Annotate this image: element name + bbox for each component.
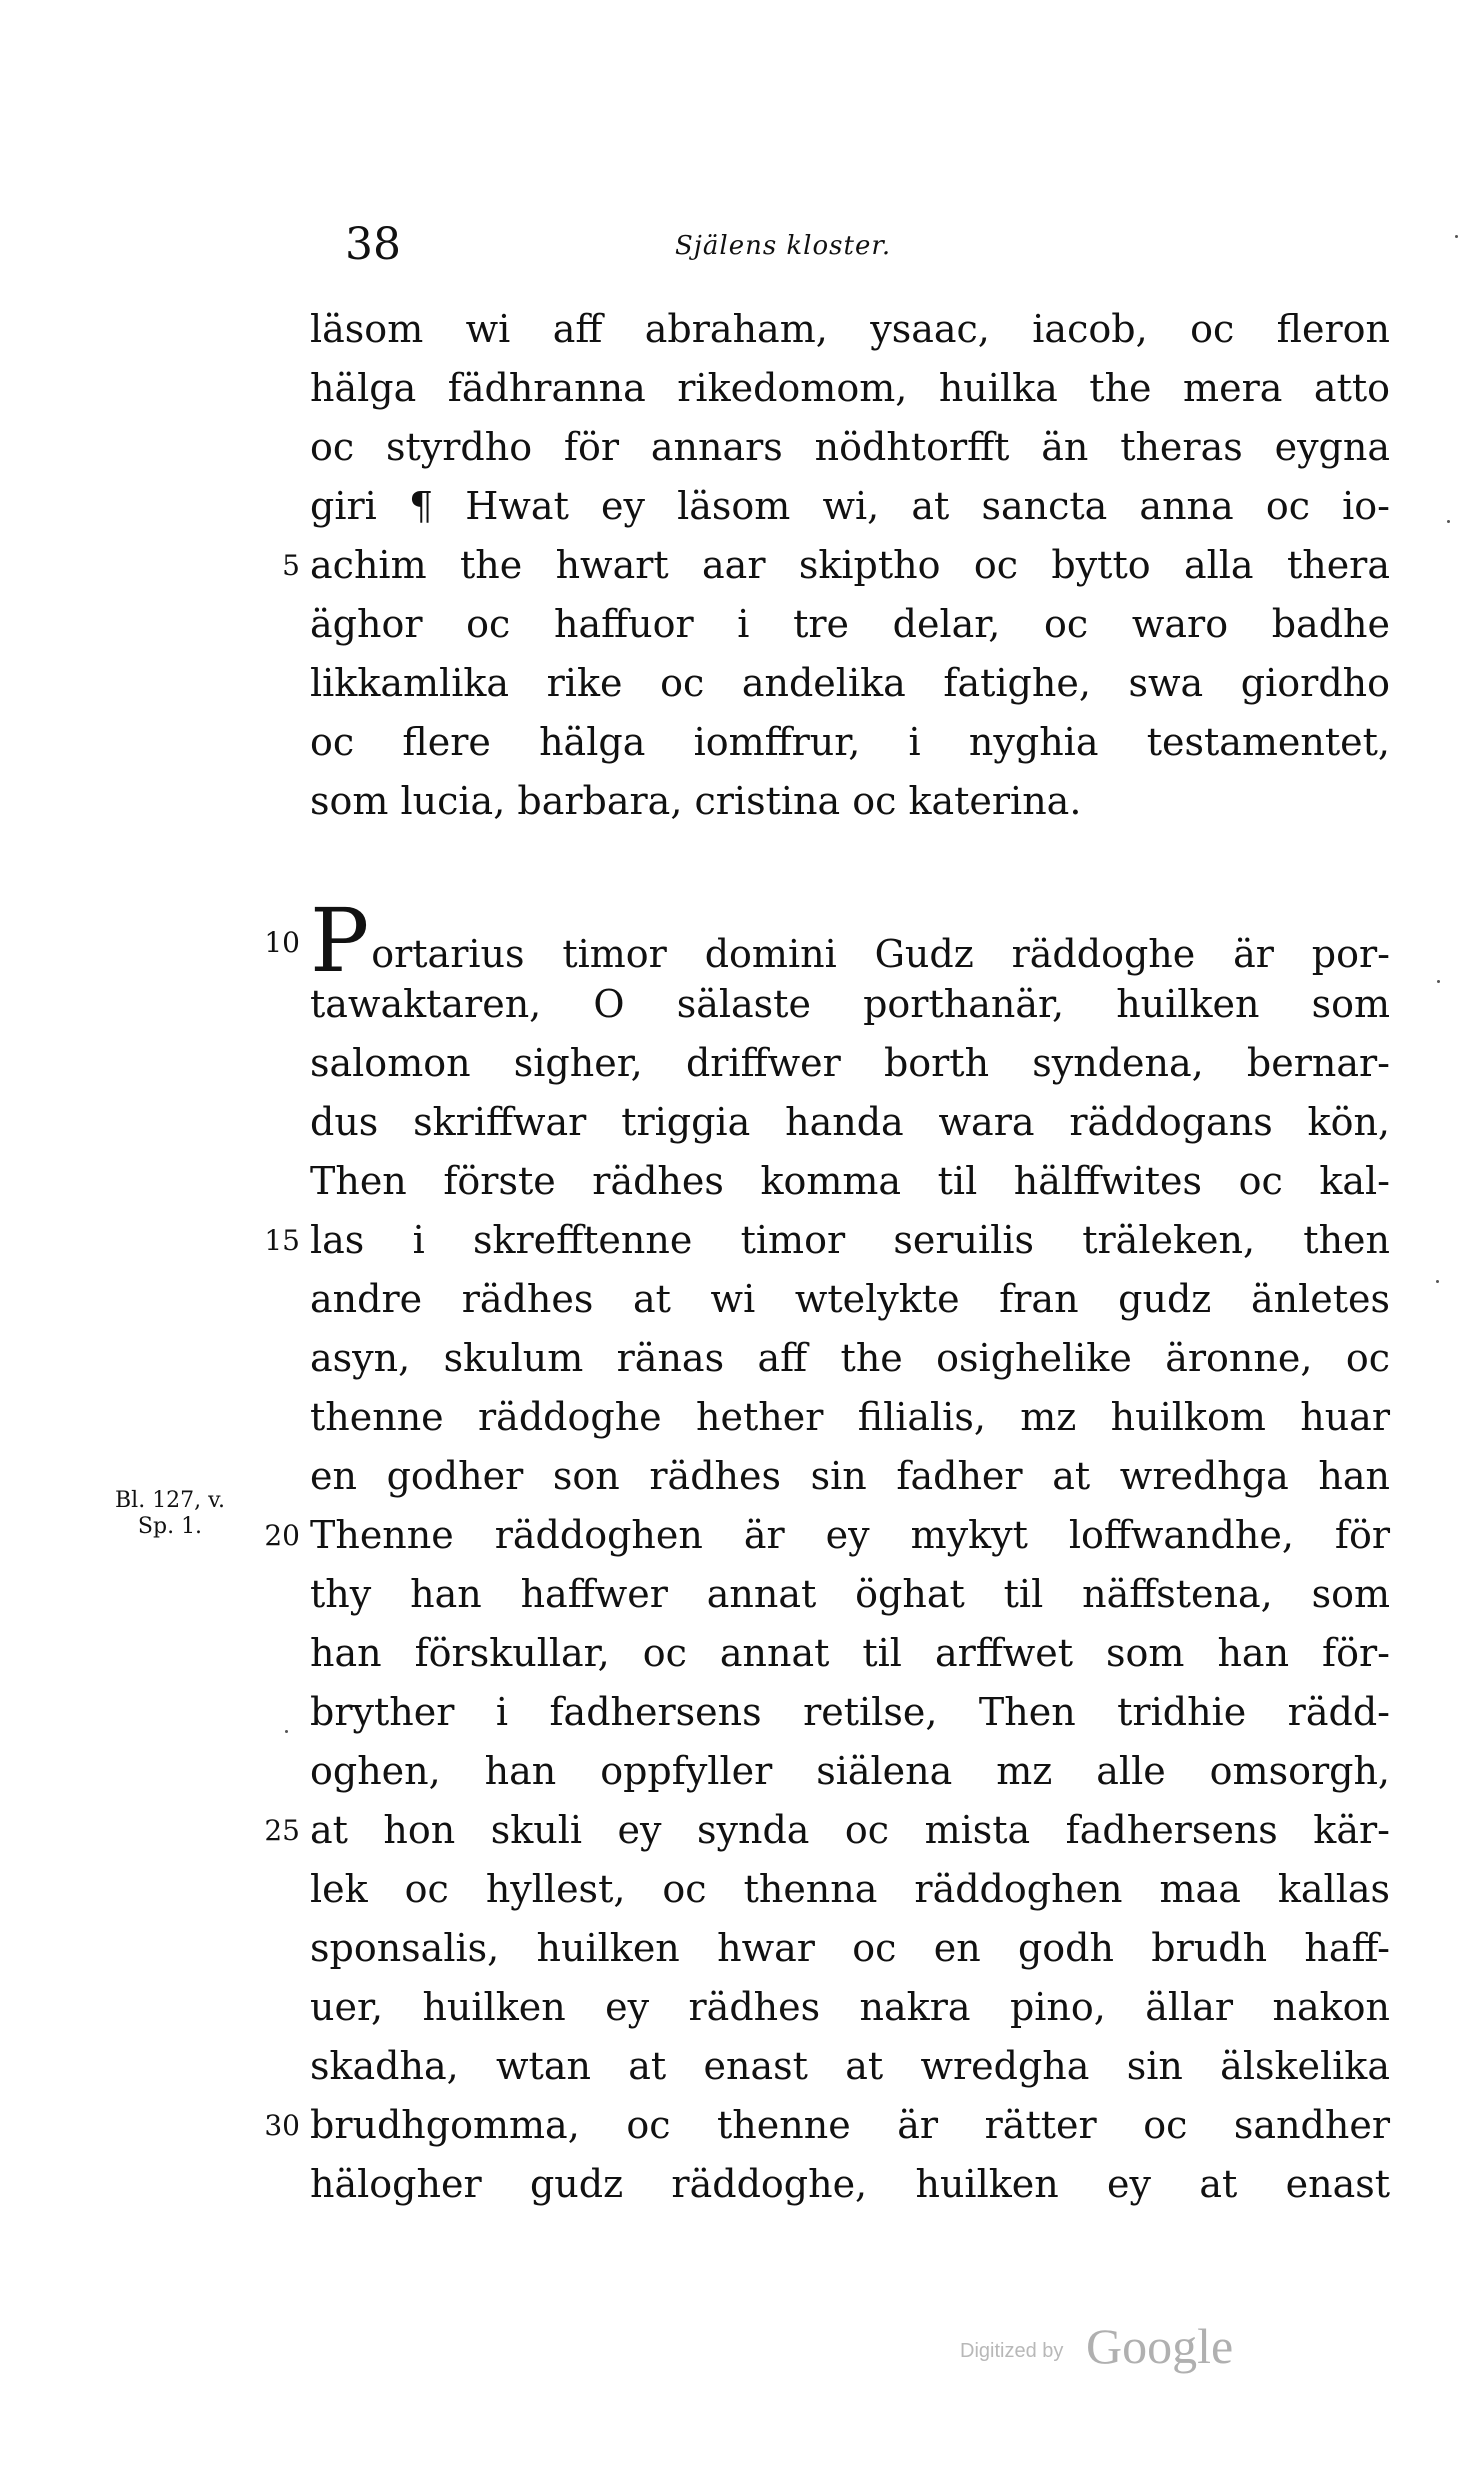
margin-reference-folio: Bl. 127, v. — [115, 1488, 225, 1513]
text-line: giri ¶ Hwat ey läsom wi, at sancta anna oc io- — [310, 484, 1390, 528]
print-speck — [1455, 235, 1458, 238]
google-logo: Google — [1086, 2318, 1234, 2374]
text-line: uer, huilken ey rädhes nakra pino, ällar nakon — [310, 1985, 1390, 2029]
text-line: thy han haffwer annat öghat til näffstena, som — [310, 1572, 1390, 1616]
text-line: oc styrdho för annars nödhtorfft än theras eygna — [310, 425, 1390, 469]
text-line-numbered — [264, 889, 1390, 992]
line-number: 10 — [264, 926, 300, 959]
body-text — [264, 300, 1390, 2214]
text-line-numbered — [264, 1211, 1390, 1270]
text-line: likkamlika rike oc andelika fatighe, swa giordho — [310, 661, 1390, 705]
text-line-numbered — [264, 1801, 1390, 1860]
text-line-numbered — [264, 2096, 1390, 2155]
print-speck — [1436, 1280, 1439, 1283]
text-line: hälogher gudz räddoghe, huilken ey at enast — [310, 2162, 1390, 2206]
print-speck — [1447, 520, 1450, 523]
line-number: 5 — [282, 549, 300, 582]
text-line: dus skriffwar triggia handa wara räddogans kön, — [310, 1100, 1390, 1144]
digitization-watermark — [960, 2318, 1280, 2378]
page-header — [345, 215, 1005, 285]
text-line: som lucia, barbara, cristina oc katerina. — [310, 779, 1082, 823]
margin-reference-column: Sp. 1. — [137, 1514, 203, 1539]
text-line: han förskullar, oc annat til arffwet som han för- — [310, 1631, 1390, 1675]
text-line: ortarius timor domini Gudz räddoghe är por- — [371, 932, 1390, 976]
text-line: oghen, han oppfyller siälena mz alle omsorgh, — [310, 1749, 1390, 1793]
line-number: 15 — [264, 1224, 300, 1257]
text-line: lek oc hyllest, oc thenna räddoghen maa kallas — [310, 1867, 1390, 1911]
line-number: 20 — [264, 1519, 300, 1552]
page-number: 38 — [345, 219, 401, 270]
text-line: asyn, skulum ränas aff the osighelike äronne, oc — [310, 1336, 1390, 1380]
text-line: Then förste rädhes komma til hälffwites oc kal- — [310, 1159, 1390, 1203]
print-speck — [1437, 980, 1440, 983]
running-title: Själens kloster. — [675, 231, 892, 261]
text-line: brudhgomma, oc thenne är rätter oc sandher — [310, 2103, 1390, 2147]
text-line: läsom wi aff abraham, ysaac, iacob, oc fleron — [310, 307, 1390, 351]
text-line: achim the hwart aar skiptho oc bytto alla thera — [310, 543, 1390, 587]
paragraph-gap — [310, 831, 1390, 911]
drop-cap: P — [310, 889, 370, 992]
text-line: at hon skuli ey synda oc mista fadhersens kär- — [310, 1808, 1390, 1852]
text-line: hälga fädhranna rikedomom, huilka the mera atto — [310, 366, 1390, 410]
text-line: Thenne räddoghen är ey mykyt loffwandhe, för — [310, 1513, 1390, 1557]
text-line-numbered — [282, 536, 1390, 595]
margin-reference — [95, 1488, 245, 1540]
print-speck — [285, 1730, 288, 1733]
line-number: 25 — [264, 1814, 300, 1847]
text-line: oc flere hälga iomffrur, i nyghia testamentet, — [310, 720, 1390, 764]
text-line: äghor oc haffuor i tre delar, oc waro badhe — [310, 602, 1390, 646]
text-line: las i skrefftenne timor seruilis träleken, then — [310, 1218, 1390, 1262]
text-line: thenne räddoghe hether filialis, mz huilkom huar — [310, 1395, 1390, 1439]
text-line: andre rädhes at wi wtelykte fran gudz änletes — [310, 1277, 1390, 1321]
line-number: 30 — [264, 2109, 300, 2142]
text-line: skadha, wtan at enast at wredgha sin älskelika — [310, 2044, 1390, 2088]
text-line: en godher son rädhes sin fadher at wredhga han — [310, 1454, 1390, 1498]
text-line: tawaktaren, O sälaste porthanär, huilken som — [310, 982, 1390, 1026]
text-line: sponsalis, huilken hwar oc en godh brudh haff- — [310, 1926, 1390, 1970]
text-line: salomon sigher, driffwer borth syndena, bernar- — [310, 1041, 1390, 1085]
text-line-numbered — [264, 1506, 1390, 1565]
text-line: bryther i fadhersens retilse, Then tridhie rädd- — [310, 1690, 1390, 1734]
digitized-by-label: Digitized by — [960, 2340, 1064, 2362]
